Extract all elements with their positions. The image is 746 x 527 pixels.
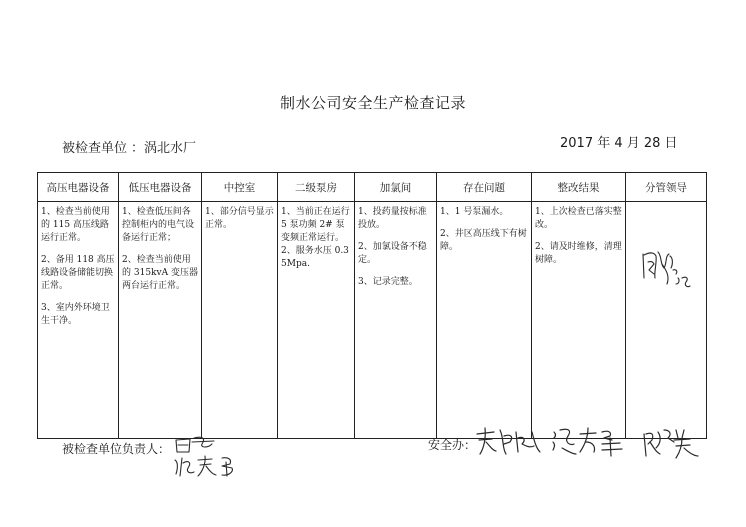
list-item: 3、室内外环境卫生干净。 (41, 303, 110, 326)
cell-rectification-results (532, 202, 626, 439)
header-chlorination-room: 加氯间 (355, 173, 437, 202)
list-item: 1、检查当前使用的 115 高压线路运行正常。 (41, 207, 110, 243)
document-title: 制水公司安全生产检查记录 (279, 94, 466, 112)
cell-supervising-leader (626, 202, 707, 439)
list-item: 2、请及时维修，清理树障。 (535, 242, 622, 265)
table-header-row (38, 173, 707, 202)
header-supervising-leader: 分管领导 (626, 173, 707, 202)
header-existing-problems: 存在问题 (437, 173, 532, 202)
header-pump-room: 二级泵房 (278, 173, 355, 202)
list-item: 1、投药量按标准投放。 (358, 207, 427, 230)
cell-low-voltage (119, 202, 202, 439)
cell-high-voltage (38, 202, 119, 439)
list-item: 1、当前正在运行 5 泵功频 2# 泵变频正常运行。2、服务水压 0.35Mpa. (281, 207, 350, 269)
list-item: 1、1 号泵漏水。 (440, 207, 509, 217)
safety-office-signature-1 (474, 424, 544, 460)
cell-control-room (202, 202, 278, 439)
list-item: 1、部分信号显示正常。 (205, 207, 274, 230)
list-item: 2、备用 118 高压线路设备储能切换正常。 (41, 255, 115, 291)
list-item: 1、检查低压间各控制柜内的电气设备运行正常； (122, 207, 195, 243)
safety-office-signature-2 (550, 424, 628, 460)
safety-office-label: 安全办： (428, 438, 477, 452)
inspection-date: 2017 年 4 月 28 日 (560, 136, 678, 151)
leader-signature (640, 234, 698, 298)
inspected-unit-label: 被检查单位 (62, 141, 128, 156)
inspected-unit-value: ：涡北水厂 (131, 141, 197, 156)
header-rectification-results: 整改结果 (532, 173, 626, 202)
inspection-record-table (37, 172, 707, 439)
list-item: 1、上次检查已落实整改。 (535, 207, 622, 230)
inspected-unit-line (62, 137, 196, 156)
table-row (38, 202, 707, 439)
header-high-voltage: 高压电器设备 (38, 173, 119, 202)
responsible-signature (172, 430, 252, 482)
cell-pump-room (278, 202, 355, 439)
responsible-person-label: 被检查单位负责人： (62, 442, 171, 456)
list-item: 2、加氯设备不稳定。 (358, 242, 427, 265)
list-item: 2、井区高压线下有树障。 (440, 229, 527, 252)
safety-office-signature-3 (640, 424, 704, 462)
list-item: 2、检查当前使用的 315kvA 变压器两台运行正常。 (122, 255, 198, 291)
cell-existing-problems (437, 202, 532, 439)
cell-chlorination-room (355, 202, 437, 439)
list-item: 3、记录完整。 (358, 277, 418, 287)
header-low-voltage: 低压电器设备 (119, 173, 202, 202)
header-control-room: 中控室 (202, 173, 278, 202)
